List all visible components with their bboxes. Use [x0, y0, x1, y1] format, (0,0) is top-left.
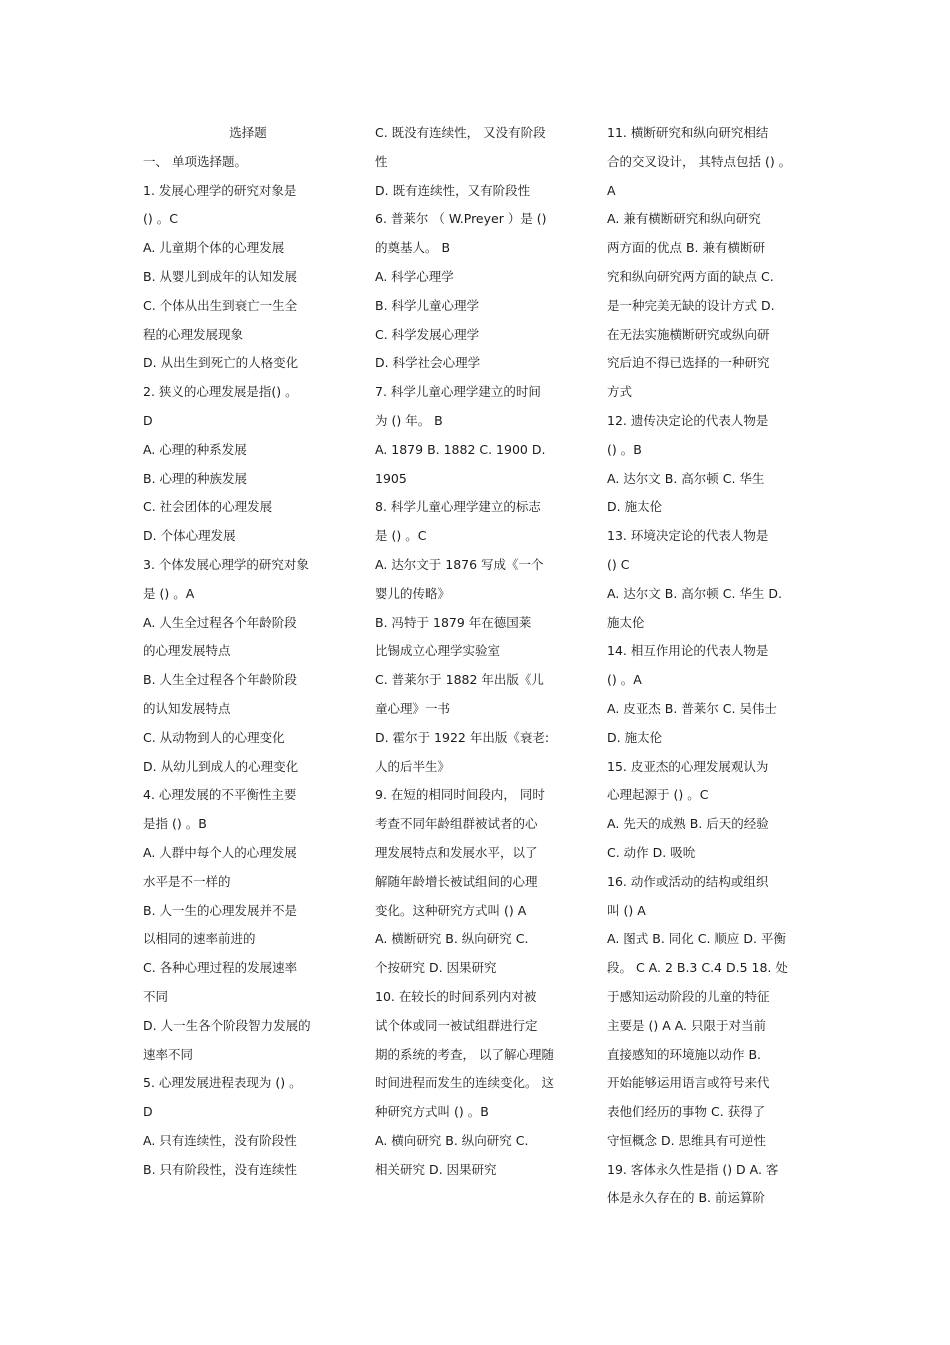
text-line: 叫 () A: [607, 902, 646, 918]
text-line: 开始能够运用语言或符号来代: [607, 1075, 770, 1091]
text-line: 14. 相互作用论的代表人物是: [607, 643, 769, 659]
text-line: 11. 横断研究和纵向研究相结: [607, 125, 769, 140]
text-line: 5. 心理发展进程表现为 () 。: [143, 1075, 302, 1091]
text-line: C. 普莱尔于 1882 年出版《儿: [375, 672, 544, 688]
text-column-2: [375, 119, 585, 1184]
text-line: 15. 皮亚杰的心理发展观认为: [607, 758, 769, 774]
text-line: 12. 遗传决定论的代表人物是: [607, 412, 769, 428]
text-line: 6. 普莱尔 （ W.Preyer ）是 (): [375, 211, 547, 227]
text-line: B. 从婴儿到成年的认知发展: [143, 268, 298, 284]
text-line: 相关研究 D. 因果研究: [375, 1161, 497, 1177]
text-column-1: [143, 119, 353, 1184]
text-line: 心理起源于 () 。C: [607, 787, 709, 803]
text-line: A. 达尔文 B. 高尔顿 C. 华生: [607, 470, 765, 486]
text-line: 究和纵向研究两方面的缺点 C.: [607, 268, 774, 284]
text-line: 的心理发展特点: [143, 643, 231, 659]
text-line: B. 人一生的心理发展并不是: [143, 902, 298, 918]
text-line: C. 从动物到人的心理变化: [143, 729, 285, 745]
text-line: A. 人生全过程各个年龄阶段: [143, 614, 297, 630]
text-line: 9. 在短的相同时间段内， 同时: [375, 787, 545, 803]
text-line: 性: [375, 153, 388, 169]
text-line: 体是永久存在的 B. 前运算阶: [607, 1190, 765, 1206]
text-column-3: [607, 119, 817, 1213]
text-line: () C: [607, 556, 630, 572]
text-line: 婴儿的传略》: [375, 585, 451, 601]
text-line: D. 人一生各个阶段智力发展的: [143, 1017, 311, 1033]
text-line: C. 个体从出生到衰亡一生全: [143, 297, 298, 313]
text-line: 人的后半生》: [375, 758, 451, 774]
text-line: 童心理》一书: [375, 700, 451, 716]
text-line: C. 社会团体的心理发展: [143, 499, 273, 515]
text-line: 以相同的速率前进的: [143, 931, 256, 947]
text-line: D: [143, 412, 153, 428]
text-line: 1. 发展心理学的研究对象是: [143, 182, 297, 198]
text-line: 一、 单项选择题。: [143, 153, 247, 169]
text-line: A. 科学心理学: [375, 268, 454, 284]
text-line: 16. 动作或活动的结构或组织: [607, 873, 769, 889]
text-line: 方式: [607, 384, 633, 400]
text-line: D. 既有连续性，又有阶段性: [375, 182, 531, 198]
text-line: 3. 个体发展心理学的研究对象: [143, 556, 309, 572]
text-line: 两方面的优点 B. 兼有横断研: [607, 240, 765, 256]
text-line: 期的系统的考查， 以了解心理随: [375, 1046, 554, 1062]
text-line: 19. 客体永久性是指 () D A. 客: [607, 1161, 779, 1177]
text-line: 8. 科学儿童心理学建立的标志: [375, 499, 541, 515]
text-line: 种研究方式叫 () 。B: [375, 1104, 489, 1120]
text-line: A. 先天的成熟 B. 后天的经验: [607, 816, 769, 832]
text-line: A. 图式 B. 同化 C. 顺应 D. 平衡: [607, 931, 786, 947]
text-line: 比锡成立心理学实验室: [375, 643, 501, 659]
text-line: 7. 科学儿童心理学建立的时间: [375, 384, 541, 400]
text-line: 2. 狭义的心理发展是指() 。: [143, 384, 298, 400]
text-line: 水平是不一样的: [143, 873, 231, 889]
text-line: 主要是 () A A. 只限于对当前: [607, 1017, 767, 1033]
text-line: B. 冯特于 1879 年在德国莱: [375, 614, 532, 630]
text-line: 的奠基人。 B: [375, 240, 451, 256]
text-line: 直接感知的环境施以动作 B.: [607, 1046, 762, 1062]
text-line: 4. 心理发展的不平衡性主要: [143, 787, 297, 803]
text-line: 表他们经历的事物 C. 获得了: [607, 1104, 766, 1120]
text-line: 的认知发展特点: [143, 700, 231, 716]
text-line: 考查不同年龄组群被试者的心: [375, 816, 538, 832]
text-line: 是一种完美无缺的设计方式 D.: [607, 297, 775, 313]
text-line: B. 只有阶段性，没有连续性: [143, 1161, 298, 1177]
text-line: 解随年龄增长被试组间的心理: [375, 873, 538, 889]
text-line: A. 达尔文于 1876 写成《一个: [375, 556, 544, 572]
text-line: D. 施太伦: [607, 729, 663, 745]
text-line: 施太伦: [607, 614, 645, 630]
text-line: 个按研究 D. 因果研究: [375, 960, 497, 976]
text-line: 是 () 。A: [143, 585, 195, 601]
text-line: A. 1879 B. 1882 C. 1900 D.: [375, 441, 546, 457]
text-line: 程的心理发展现象: [143, 326, 244, 342]
text-line: D. 科学社会心理学: [375, 355, 481, 371]
page-title: 选择题: [229, 125, 267, 140]
text-line: D. 从幼儿到成人的心理变化: [143, 758, 299, 774]
text-line: D. 个体心理发展: [143, 528, 236, 544]
text-line: 速率不同: [143, 1046, 194, 1062]
text-line: 于感知运动阶段的儿童的特征: [607, 988, 770, 1004]
text-line: A. 儿童期个体的心理发展: [143, 240, 285, 256]
text-line: 理发展特点和发展水平，以了: [375, 844, 538, 860]
text-line: A. 达尔文 B. 高尔顿 C. 华生 D.: [607, 585, 782, 601]
text-line: D: [143, 1104, 153, 1120]
text-line: 究后迫不得已选择的一种研究: [607, 355, 770, 371]
text-line: 守恒概念 D. 思维具有可逆性: [607, 1132, 767, 1148]
text-line: A. 人群中每个人的心理发展: [143, 844, 297, 860]
text-line: 1905: [375, 470, 407, 486]
text-line: 试个体或同一被试组群进行定: [375, 1017, 538, 1033]
text-line: B. 科学儿童心理学: [375, 297, 480, 313]
text-line: C. 各种心理过程的发展速率: [143, 960, 298, 976]
text-line: 段。 C A. 2 B.3 C.4 D.5 18. 处: [607, 960, 788, 976]
text-line: 为 () 年。 B: [375, 412, 443, 428]
text-line: A. 横向研究 B. 纵向研究 C.: [375, 1132, 529, 1148]
text-line: A. 只有连续性，没有阶段性: [143, 1132, 297, 1148]
text-line: D. 霍尔于 1922 年出版《衰老:: [375, 729, 550, 745]
text-line: 10. 在较长的时间系列内对被: [375, 988, 537, 1004]
text-line: 变化。这种研究方式叫 () A: [375, 902, 527, 918]
text-line: 是指 () 。B: [143, 816, 207, 832]
text-line: C. 动作 D. 吸吮: [607, 844, 696, 860]
text-line: A. 心理的种系发展: [143, 441, 247, 457]
text-line: A: [607, 182, 616, 198]
text-line: A. 兼有横断研究和纵向研究: [607, 211, 761, 227]
text-line: C. 既没有连续性， 又没有阶段: [375, 125, 546, 140]
text-line: () 。C: [143, 211, 178, 227]
text-line: () 。A: [607, 672, 642, 688]
text-line: A. 横断研究 B. 纵向研究 C.: [375, 931, 529, 947]
text-line: 不同: [143, 988, 169, 1004]
text-line: 是 () 。C: [375, 528, 427, 544]
text-line: 合的交叉设计， 其特点包括 () 。: [607, 153, 792, 169]
text-line: B. 心理的种族发展: [143, 470, 248, 486]
text-line: A. 皮亚杰 B. 普莱尔 C. 吴伟士: [607, 700, 777, 716]
text-line: 在无法实施横断研究或纵向研: [607, 326, 770, 342]
text-line: D. 从出生到死亡的人格变化: [143, 355, 299, 371]
text-line: () 。B: [607, 441, 642, 457]
text-line: 时间进程而发生的连续变化。 这: [375, 1075, 554, 1091]
text-line: C. 科学发展心理学: [375, 326, 480, 342]
text-line: 13. 环境决定论的代表人物是: [607, 528, 769, 544]
text-line: D. 施太伦: [607, 499, 663, 515]
text-line: B. 人生全过程各个年龄阶段: [143, 672, 298, 688]
